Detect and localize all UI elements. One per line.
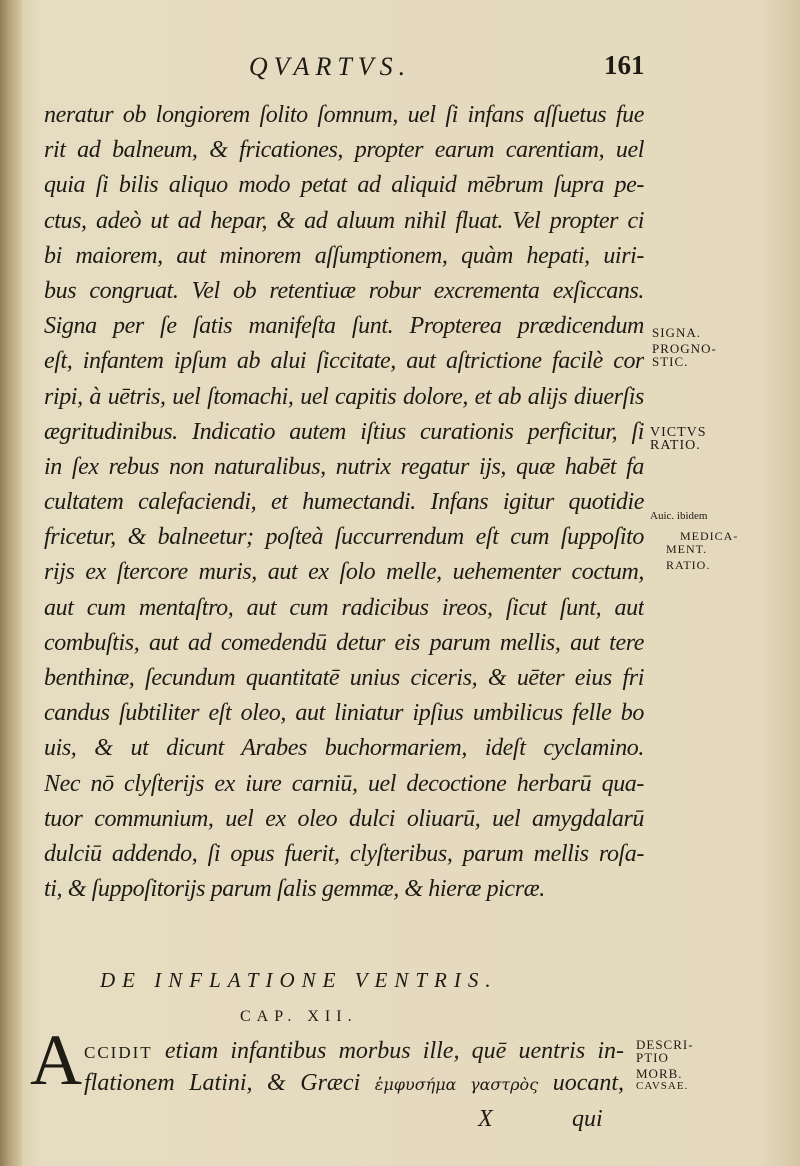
margin-note-line: STIC. xyxy=(652,354,689,369)
text-line: combuſtis, aut ad comedendū detur eis parum mellis, aut tere xyxy=(44,629,644,656)
opening-word: CCIDIT xyxy=(84,1043,153,1062)
margin-note-auic xyxy=(650,510,707,523)
greek-term: ἐμφυσήμα γαστρὸς xyxy=(374,1075,539,1094)
text-line: aut cum mentaſtro, aut cum radicibus ireos, ſicut ſunt, aut xyxy=(44,594,644,621)
text-line: neratur ob longiorem ſolito ſomnum, uel ſi infans aſſuetus fue xyxy=(44,102,644,128)
chapter-text-line-1 xyxy=(84,1038,624,1065)
chapter-heading: DE INFLATIONE VENTRIS. xyxy=(100,968,498,992)
text-line: bus congruat. Vel ob retentiuæ robur excrementa exſiccans. xyxy=(44,277,644,304)
margin-note-line: SIGNA. xyxy=(652,325,701,340)
text-line: fricetur, & balneetur; poſteà ſuccurrendum eſt cum ſuppoſito xyxy=(44,524,644,551)
signature-mark: X xyxy=(478,1106,493,1132)
text-line: dulciū addendo, ſi opus fuerit, clyſteribus, parum mellis roſa- xyxy=(44,840,644,867)
text-line: in ſex rebus non naturalibus, nutrix regatur ijs, quæ habēt fa xyxy=(44,453,644,480)
text-line: ripi, à uētris, uel ſtomachi, uel capitis dolore, et ab alijs diuerſis xyxy=(44,383,644,410)
text-line: quia ſi bilis aliquo modo petat ad aliquid mēbrum ſupra pe- xyxy=(44,172,644,199)
text-line: ti, & ſuppoſitorijs parum ſalis gemmæ, & hieræ picræ. xyxy=(44,876,545,903)
text-line: rit ad balneum, & fricationes, propter earum carentiam, uel xyxy=(44,137,644,164)
text-fragment: uocant, xyxy=(552,1070,625,1096)
text-line: ctus, adeò ut ad hepar, & ad aluum nihil fluat. Vel propter ci xyxy=(44,207,644,234)
margin-note-line: Auic. ibidem xyxy=(650,510,708,522)
text-fragment: etiam infantibus morbus ille, quē uentris in- xyxy=(164,1038,625,1064)
text-line: eſt, infantem ipſum ab alui ſiccitate, aut aſtrictione facilè cor xyxy=(44,348,644,375)
margin-note-line: VICTVS xyxy=(650,425,707,440)
text-line: bi maiorem, aut minorem aſſumptionem, quàm hepati, uiri- xyxy=(44,242,644,269)
margin-note-medicament xyxy=(666,530,738,572)
body-text xyxy=(44,98,644,907)
text-line: rijs ex ſtercore muris, aut ex ſolo melle, uehementer coctum, xyxy=(44,559,644,586)
text-line: Signa per ſe ſatis manifeſta ſunt. Propterea prædicendum xyxy=(44,313,644,340)
margin-note-line: PTIO xyxy=(636,1050,669,1065)
text-line: tuor communium, uel ex oleo dulci oliuarū, uel amygdalarū xyxy=(44,805,644,832)
text-line: Nec nō clyſterijs ex iure carniū, uel decoctione herbarū qua- xyxy=(44,770,644,797)
chapter-text-line-2 xyxy=(84,1070,624,1097)
margin-note-line: RATIO. xyxy=(650,438,701,453)
margin-note-line: PROGNO- xyxy=(652,341,717,356)
text-line: candus ſubtiliter eſt oleo, aut liniatur ipſius umbilicus felle bo xyxy=(44,700,644,727)
text-line: uis, & ut dicunt Arabes buchormariem, ideſt cyclamino. xyxy=(44,735,644,762)
margin-note-descri xyxy=(636,1038,694,1093)
page-number: 161 xyxy=(604,50,645,80)
binding-gutter xyxy=(0,0,22,1166)
margin-note-line: MORB. xyxy=(636,1066,683,1081)
margin-note-signa xyxy=(652,326,717,368)
catchword: qui xyxy=(572,1106,603,1132)
text-line: benthinæ, ſecundum quantitatē unius ciceris, & uēter eius fri xyxy=(44,665,644,691)
text-line: ægritudinibus. Indicatio autem iſtius curationis perficitur, ſi xyxy=(44,418,644,445)
margin-note-line: MENT. xyxy=(666,542,708,556)
margin-note-line: MEDICA- xyxy=(680,529,739,543)
text-fragment: flationem Latini, & Græci xyxy=(84,1070,361,1096)
drop-cap-initial: A xyxy=(30,1020,82,1100)
text-line: cultatem calefaciendi, et humectandi. Infans igitur quotidie xyxy=(44,489,644,516)
margin-note-line: CAVSAE. xyxy=(636,1080,689,1092)
margin-note-victus xyxy=(650,426,707,452)
margin-note-line: RATIO. xyxy=(666,558,711,572)
chapter-number: CAP. XII. xyxy=(240,1008,358,1025)
margin-note-line: DESCRI- xyxy=(636,1037,694,1052)
running-title: QVARTVS. xyxy=(248,52,412,81)
